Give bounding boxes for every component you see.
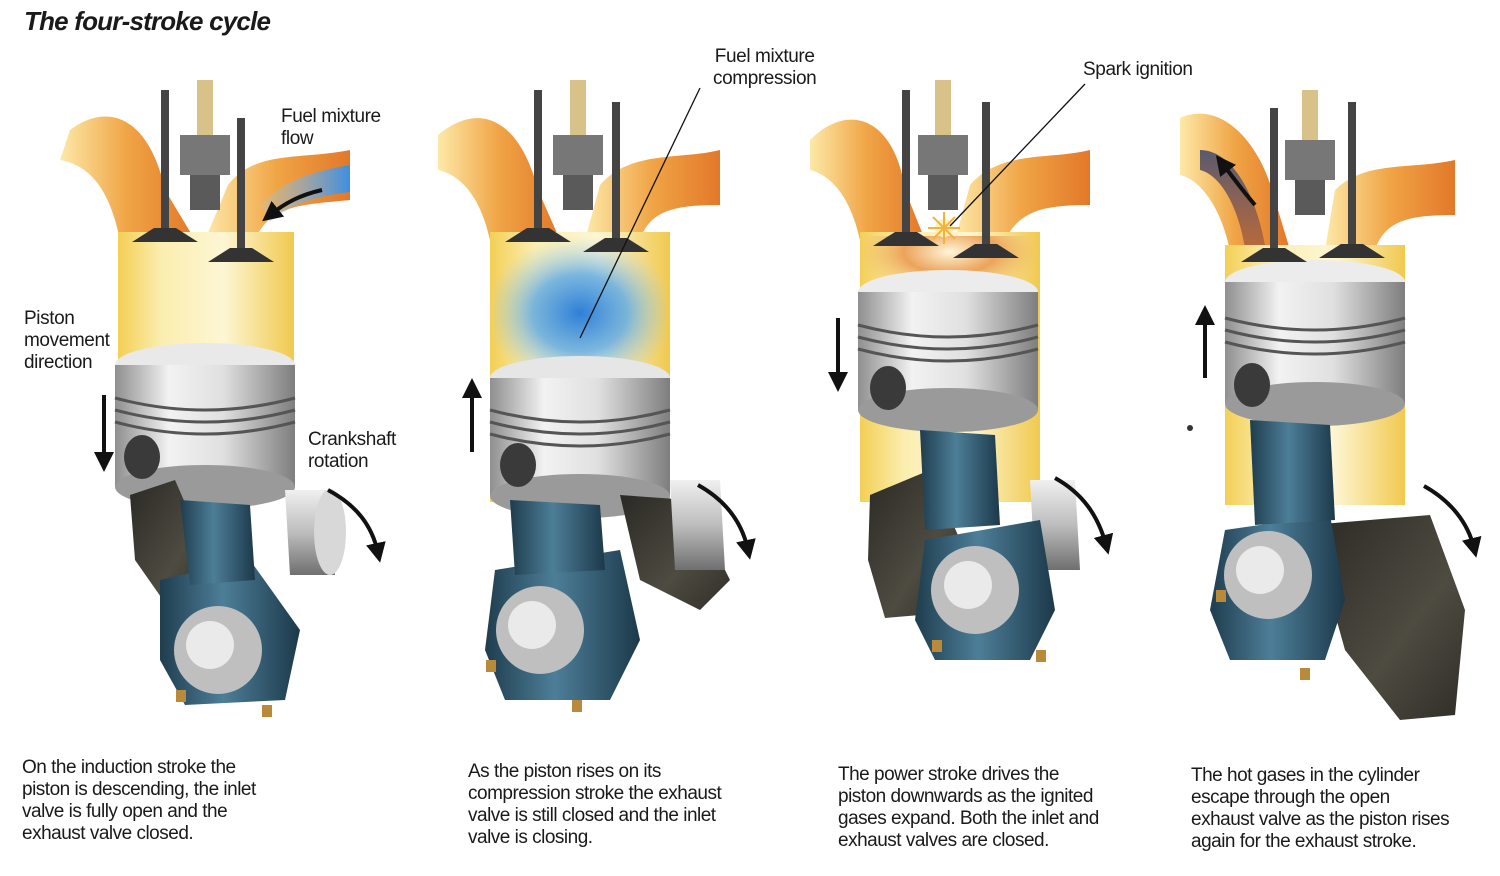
exhaust-stroke-illustration — [1180, 90, 1465, 720]
crankshaft-label: Crankshaft rotation — [308, 429, 396, 472]
power-stroke-illustration — [810, 80, 1090, 662]
piston-2 — [490, 356, 670, 518]
spark-label: Spark ignition — [1083, 59, 1193, 80]
compression-stroke-illustration — [438, 80, 730, 712]
crank-1 — [130, 480, 346, 717]
fuel-flow-label: Fuel mixture flow — [281, 106, 381, 149]
piston-3 — [858, 270, 1038, 432]
piston-1 — [115, 343, 295, 509]
spark-plug-1 — [180, 80, 230, 210]
compression-label: Fuel mixture compression — [713, 46, 817, 89]
spark-plug-4 — [1285, 90, 1335, 215]
piston-4 — [1225, 260, 1405, 426]
spark-plug-3 — [918, 80, 968, 210]
diagram-title: The four-stroke cycle — [24, 6, 271, 36]
caption-compression: As the piston rises on its compression stroke the exhaust valve is still closed and the inlet valve is closing. — [468, 761, 722, 848]
piston-direction-label: Piston movement direction — [24, 308, 110, 373]
caption-induction: On the induction stroke the piston is descending, the inlet valve is fully open and the exhaust valve closed. — [22, 757, 256, 844]
caption-exhaust: The hot gases in the cylinder escape through the open exhaust valve as the piston rises again for the exhaust stroke. — [1191, 765, 1450, 852]
stray-dot — [1187, 425, 1193, 431]
caption-power: The power stroke drives the piston downwards as the ignited gases expand. Both the inlet and exhaust valves are closed. — [838, 764, 1099, 851]
spark-plug-2 — [553, 80, 603, 210]
